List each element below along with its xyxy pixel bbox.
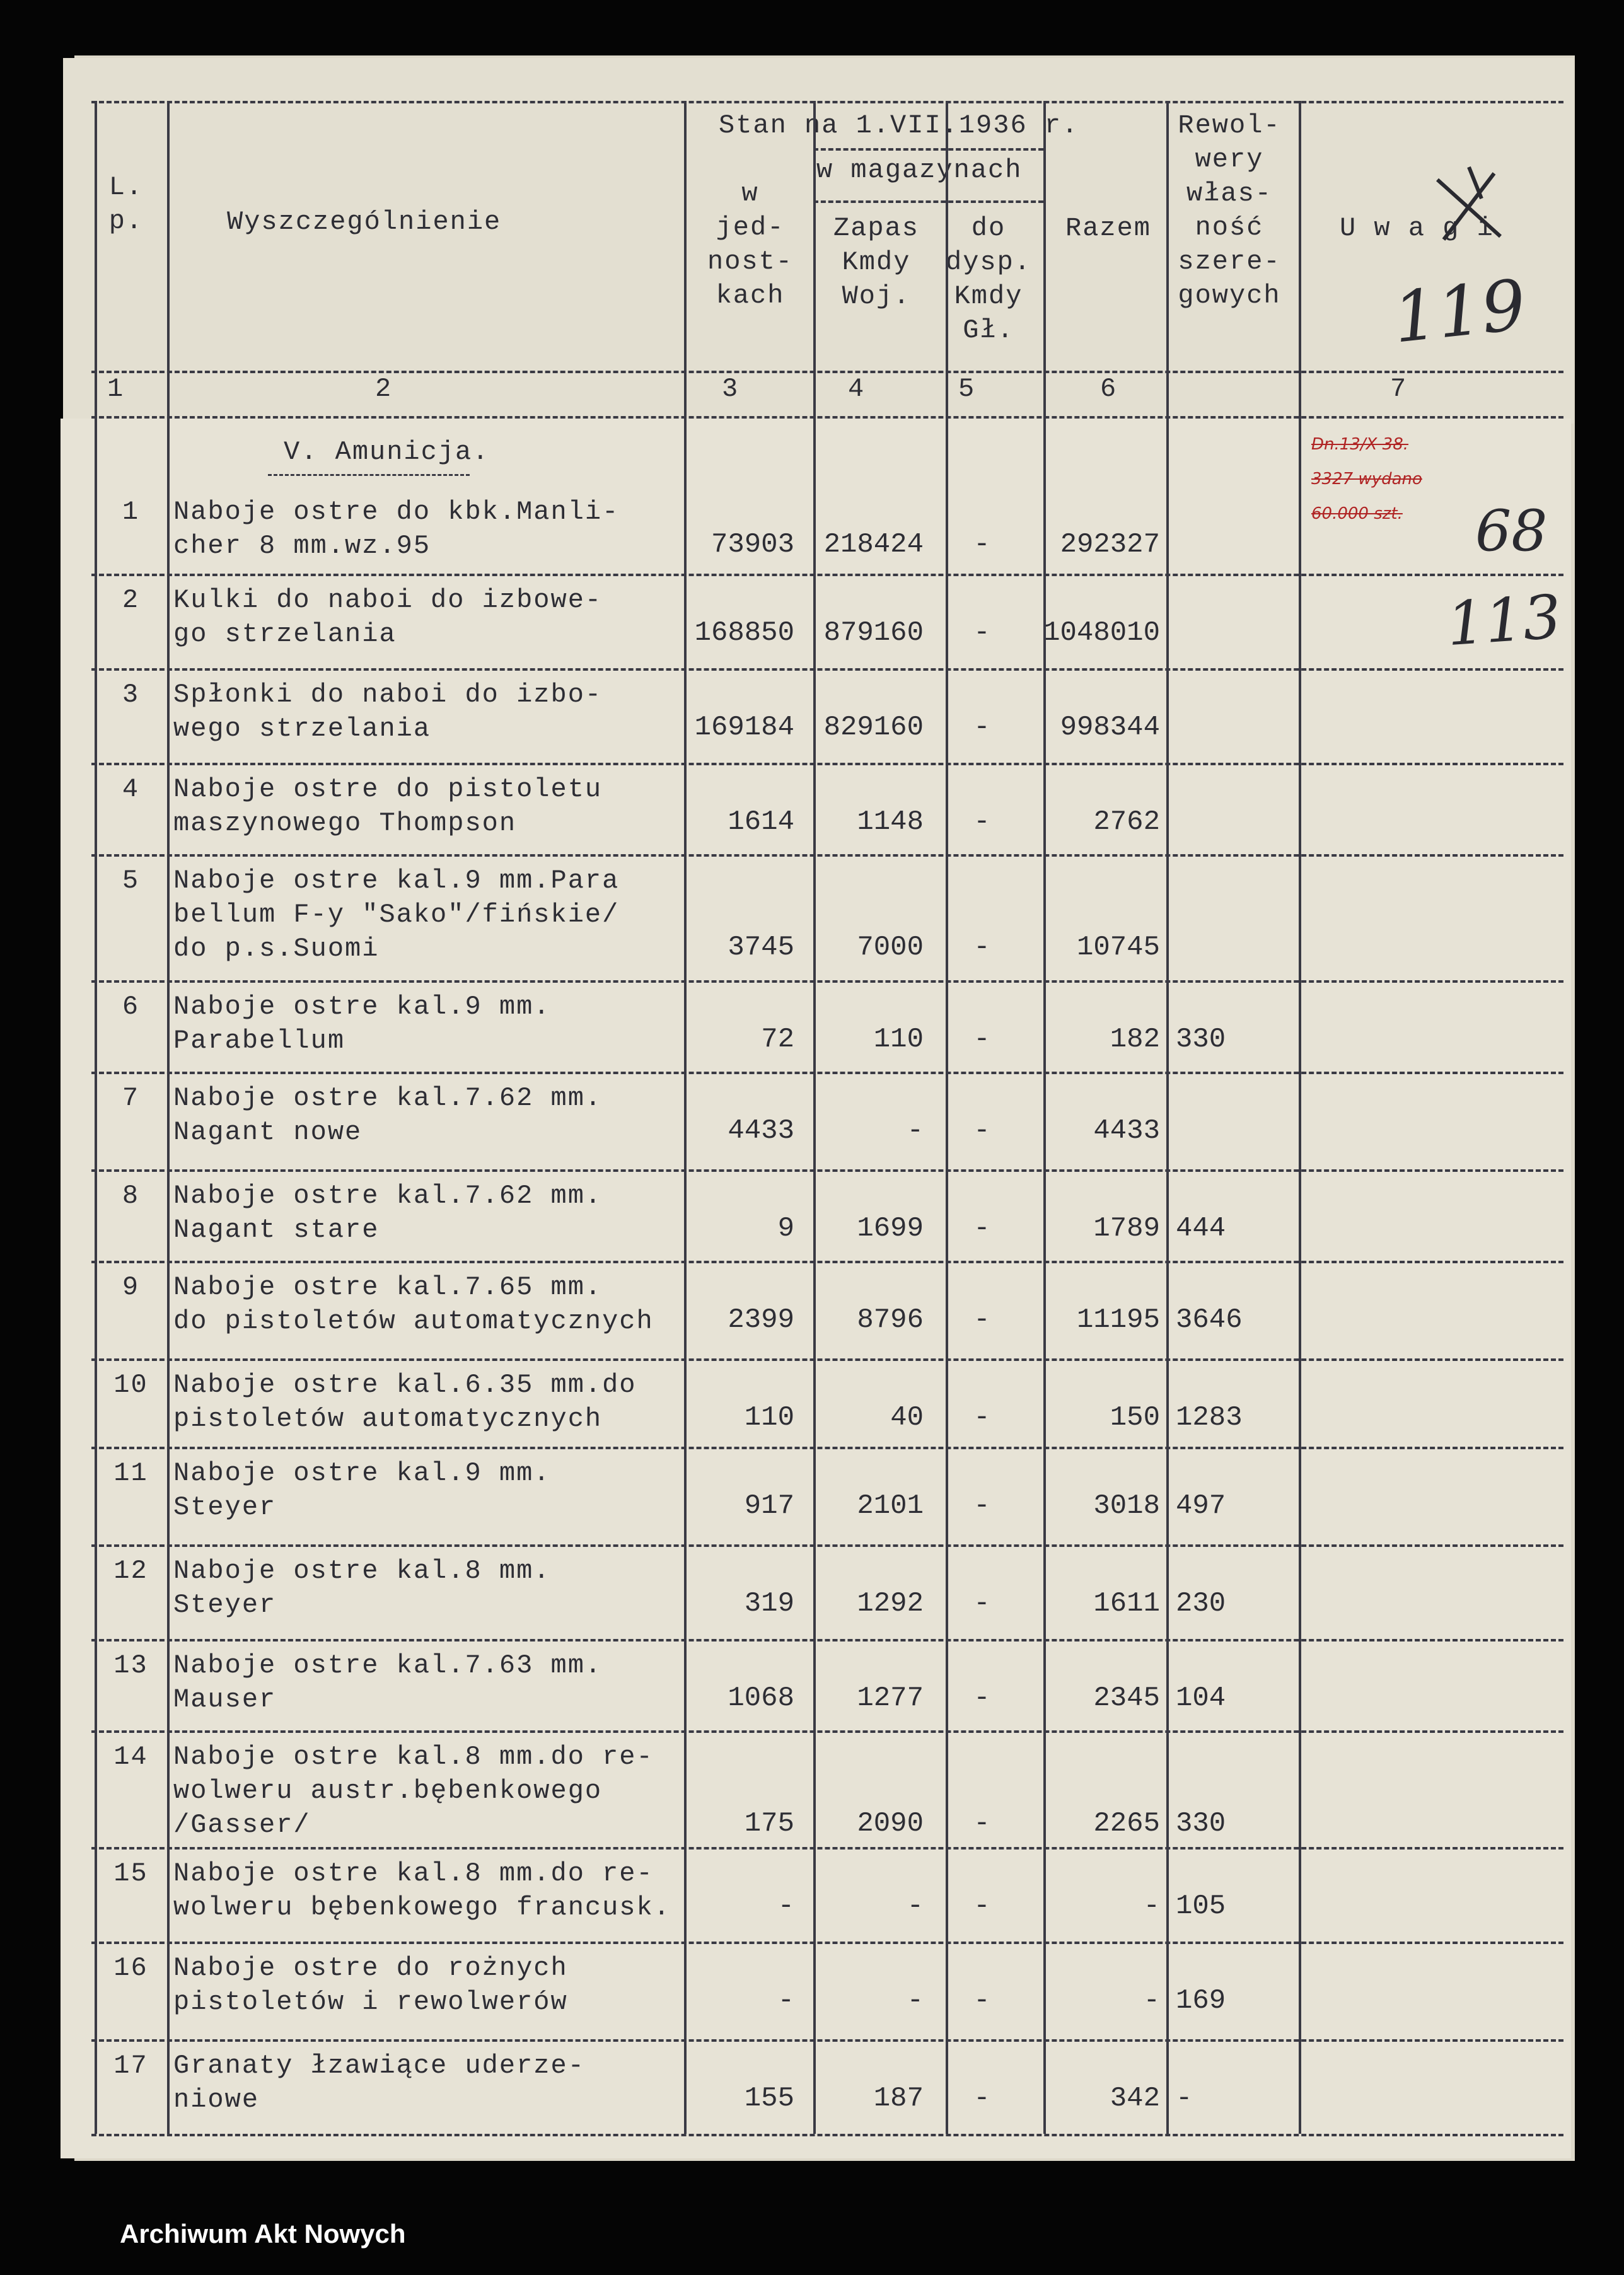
row-w-jednostkach: 4433 <box>728 1115 794 1147</box>
row-do-dysp: - <box>973 2083 990 2114</box>
section-title: V. Amunicja. <box>284 437 490 467</box>
row-razem: 998344 <box>1060 712 1160 743</box>
row-w-jednostkach: - <box>777 1985 794 2017</box>
row-separator-line <box>91 763 1563 765</box>
row-separator-line <box>91 1072 1563 1074</box>
row-w-jednostkach: 168850 <box>694 617 794 649</box>
row-razem: 3018 <box>1093 1490 1160 1522</box>
row-razem: 11195 <box>1076 1304 1160 1336</box>
header-uwagi: U w a g i <box>1340 213 1494 243</box>
row-description: Naboje ostre kal.8 mm. Steyer <box>173 1556 551 1620</box>
magazynach-line <box>813 148 1043 151</box>
header-wyszczegolnienie: Wyszczególnienie <box>227 207 502 237</box>
row-zapas: - <box>907 1985 924 2017</box>
row-lp: 8 <box>122 1181 140 1211</box>
column-divider-line <box>946 101 948 2134</box>
row-lp: 2 <box>122 585 140 615</box>
row-rewolwery: 169 <box>1176 1985 1226 2017</box>
row-razem: 10745 <box>1076 932 1160 963</box>
header-rewolwery: Rewol- wery włas- ność szere- gowych <box>1178 110 1281 311</box>
handwritten-119: 119 <box>1389 264 1530 359</box>
handwritten-113: 113 <box>1444 582 1563 660</box>
row-description: Naboje ostre kal.9 mm. Steyer <box>173 1458 551 1522</box>
row-separator-line <box>91 980 1563 983</box>
row-separator-line <box>91 854 1563 857</box>
row-separator-line <box>91 1730 1563 1733</box>
row-rewolwery: 1283 <box>1176 1402 1243 1433</box>
row-lp: 6 <box>122 992 140 1022</box>
row-description: Naboje ostre kal.7.62 mm. Nagant nowe <box>173 1083 603 1147</box>
row-razem: - <box>1143 1985 1160 2017</box>
row-rewolwery: 497 <box>1176 1490 1226 1522</box>
row-zapas: 187 <box>873 2083 924 2114</box>
column-divider-line <box>1299 101 1301 2134</box>
row-description: Naboje ostre do kbk.Manli- cher 8 mm.wz.95 <box>173 497 620 561</box>
row-lp: 17 <box>113 2051 148 2081</box>
row-zapas: - <box>907 1115 924 1147</box>
row-description: Naboje ostre kal.8 mm.do re- wolweru austr.bębenkowego /Gasser/ <box>173 1742 654 1840</box>
row-zapas: 218424 <box>823 529 924 560</box>
row-w-jednostkach: 72 <box>761 1024 794 1055</box>
row-rewolwery: 104 <box>1176 1682 1226 1714</box>
header-w-magazynach: w magazynach <box>816 155 1023 185</box>
row-do-dysp: - <box>973 806 990 838</box>
row-do-dysp: - <box>973 1890 990 1922</box>
row-w-jednostkach: 155 <box>744 2083 794 2114</box>
row-do-dysp: - <box>973 1115 990 1147</box>
header-w-jednostkach: w jed- nost- kach <box>707 178 794 311</box>
row-description: Naboje ostre kal.7.62 mm. Nagant stare <box>173 1181 603 1245</box>
row-lp: 15 <box>113 1858 148 1889</box>
column-number-5: 5 <box>958 374 976 404</box>
row-razem: 150 <box>1110 1402 1160 1433</box>
row-do-dysp: - <box>973 712 990 743</box>
row-lp: 14 <box>113 1742 148 1772</box>
row-w-jednostkach: 319 <box>744 1588 794 1619</box>
row-do-dysp: - <box>973 1024 990 1055</box>
row-separator-line <box>91 2039 1563 2042</box>
row-rewolwery: 230 <box>1176 1588 1226 1619</box>
row-rewolwery: - <box>1176 2083 1193 2114</box>
column-divider-line <box>167 101 170 2134</box>
magazynach-bottom-line <box>813 200 1043 203</box>
row-rewolwery: 3646 <box>1176 1304 1243 1336</box>
row-lp: 9 <box>122 1272 140 1302</box>
row-zapas: 879160 <box>823 617 924 649</box>
row-zapas: 7000 <box>857 932 924 963</box>
row-lp: 1 <box>122 497 140 527</box>
row-do-dysp: - <box>973 1304 990 1336</box>
header-lp: L. p. <box>108 172 144 236</box>
row-w-jednostkach: 917 <box>744 1490 794 1522</box>
row-separator-line <box>91 1639 1563 1641</box>
handwritten-strike-mark <box>1425 161 1519 249</box>
row-lp: 5 <box>122 865 140 896</box>
header-zapas: Zapas Kmdy Woj. <box>833 213 920 311</box>
column-divider-line <box>95 101 97 2134</box>
row-do-dysp: - <box>973 1402 990 1433</box>
row-razem: 2762 <box>1093 806 1160 838</box>
row-razem: 1048010 <box>1043 617 1160 649</box>
row-zapas: - <box>907 1890 924 1922</box>
row-separator-line <box>91 1358 1563 1361</box>
row-do-dysp: - <box>973 1682 990 1714</box>
row-description: Naboje ostre kal.9 mm.Para bellum F-y "Sako"/fińskie/ do p.s.Suomi <box>173 865 620 964</box>
red-annotation-1: Dn.13/X 38. <box>1311 435 1409 454</box>
row-separator-line <box>91 1169 1563 1172</box>
row-zapas: 829160 <box>823 712 924 743</box>
row-description: Kulki do naboi do izbowe- go strzelania <box>173 585 603 649</box>
row-razem: 342 <box>1110 2083 1160 2114</box>
row-w-jednostkach: - <box>777 1890 794 1922</box>
row-do-dysp: - <box>973 1213 990 1244</box>
header-do-dysp: do dysp. Kmdy Gł. <box>945 213 1032 345</box>
row-lp: 4 <box>122 774 140 804</box>
header-razem: Razem <box>1065 213 1152 243</box>
row-zapas: 1292 <box>857 1588 924 1619</box>
row-w-jednostkach: 73903 <box>710 529 794 560</box>
row-w-jednostkach: 175 <box>744 1808 794 1839</box>
red-annotation-2: 3327 wydano <box>1311 470 1422 489</box>
row-do-dysp: - <box>973 1490 990 1522</box>
row-razem: 182 <box>1110 1024 1160 1055</box>
row-razem: 4433 <box>1093 1115 1160 1147</box>
row-description: Naboje ostre kal.7.65 mm. do pistoletów automatycznych <box>173 1272 654 1336</box>
column-number-line <box>91 416 1563 419</box>
row-lp: 3 <box>122 680 140 710</box>
section-underline <box>268 474 470 476</box>
column-divider-line <box>1043 101 1046 2134</box>
row-w-jednostkach: 2399 <box>728 1304 794 1336</box>
row-lp: 16 <box>113 1953 148 1983</box>
column-divider-line <box>813 101 816 2134</box>
row-w-jednostkach: 110 <box>744 1402 794 1433</box>
red-annotation-3: 60.000 szt. <box>1311 504 1403 523</box>
row-zapas: 2101 <box>857 1490 924 1522</box>
row-zapas: 40 <box>890 1402 924 1433</box>
header-stan: Stan na 1.VII.1936 r. <box>719 110 1079 141</box>
row-do-dysp: - <box>973 1588 990 1619</box>
row-lp: 10 <box>113 1370 148 1400</box>
row-do-dysp: - <box>973 1985 990 2017</box>
row-description: Granaty łzawiące uderze- niowe <box>173 2051 585 2115</box>
row-w-jednostkach: 9 <box>777 1213 794 1244</box>
column-number-3: 3 <box>722 374 740 404</box>
row-description: Naboje ostre do pistoletu maszynowego Thompson <box>173 774 603 838</box>
row-rewolwery: 444 <box>1176 1213 1226 1244</box>
row-razem: 1611 <box>1093 1588 1160 1619</box>
row-description: Naboje ostre do rożnych pistoletów i rewolwerów <box>173 1953 568 2017</box>
row-razem: 2345 <box>1093 1682 1160 1714</box>
row-rewolwery: 330 <box>1176 1808 1226 1839</box>
row-w-jednostkach: 1614 <box>728 806 794 838</box>
row-zapas: 1699 <box>857 1213 924 1244</box>
row-razem: 292327 <box>1060 529 1160 560</box>
column-number-2: 2 <box>375 374 393 404</box>
row-description: Naboje ostre kal.6.35 mm.do pistoletów automatycznych <box>173 1370 637 1434</box>
row-rewolwery: 105 <box>1176 1890 1226 1922</box>
row-separator-line <box>91 1942 1563 1944</box>
row-separator-line <box>91 574 1563 576</box>
column-divider-line <box>684 101 687 2134</box>
row-zapas: 1148 <box>857 806 924 838</box>
column-number-6: 6 <box>1100 374 1118 404</box>
row-zapas: 2090 <box>857 1808 924 1839</box>
row-separator-line <box>91 2134 1563 2136</box>
row-do-dysp: - <box>973 617 990 649</box>
row-description: Naboje ostre kal.7.63 mm. Mauser <box>173 1650 603 1715</box>
row-zapas: 110 <box>873 1024 924 1055</box>
row-zapas: 8796 <box>857 1304 924 1336</box>
table-top-line <box>91 101 1563 103</box>
row-description: Spłonki do naboi do izbo- wego strzelania <box>173 680 603 744</box>
row-separator-line <box>91 1544 1563 1547</box>
column-number-7: 7 <box>1390 374 1408 404</box>
column-divider-line <box>1166 101 1169 2134</box>
row-separator-line <box>91 1447 1563 1449</box>
row-description: Naboje ostre kal.9 mm. Parabellum <box>173 992 551 1056</box>
row-razem: - <box>1143 1890 1160 1922</box>
row-rewolwery: 330 <box>1176 1024 1226 1055</box>
row-do-dysp: - <box>973 1808 990 1839</box>
row-zapas: 1277 <box>857 1682 924 1714</box>
row-w-jednostkach: 1068 <box>728 1682 794 1714</box>
row-lp: 7 <box>122 1083 140 1113</box>
archive-footer: Archiwum Akt Nowych <box>120 2219 406 2249</box>
row-separator-line <box>91 668 1563 671</box>
row-separator-line <box>91 1261 1563 1263</box>
row-lp: 11 <box>113 1458 148 1488</box>
row-separator-line <box>91 1847 1563 1850</box>
header-separator-line <box>91 371 1563 373</box>
row-do-dysp: - <box>973 932 990 963</box>
row-do-dysp: - <box>973 529 990 560</box>
row-razem: 2265 <box>1093 1808 1160 1839</box>
row-lp: 12 <box>113 1556 148 1586</box>
row-lp: 13 <box>113 1650 148 1681</box>
column-number-4: 4 <box>848 374 866 404</box>
handwritten-68: 68 <box>1475 498 1548 564</box>
row-description: Naboje ostre kal.8 mm.do re- wolweru bębenkowego francusk. <box>173 1858 671 1923</box>
row-w-jednostkach: 169184 <box>694 712 794 743</box>
column-number-1: 1 <box>107 374 125 404</box>
row-w-jednostkach: 3745 <box>728 932 794 963</box>
row-razem: 1789 <box>1093 1213 1160 1244</box>
